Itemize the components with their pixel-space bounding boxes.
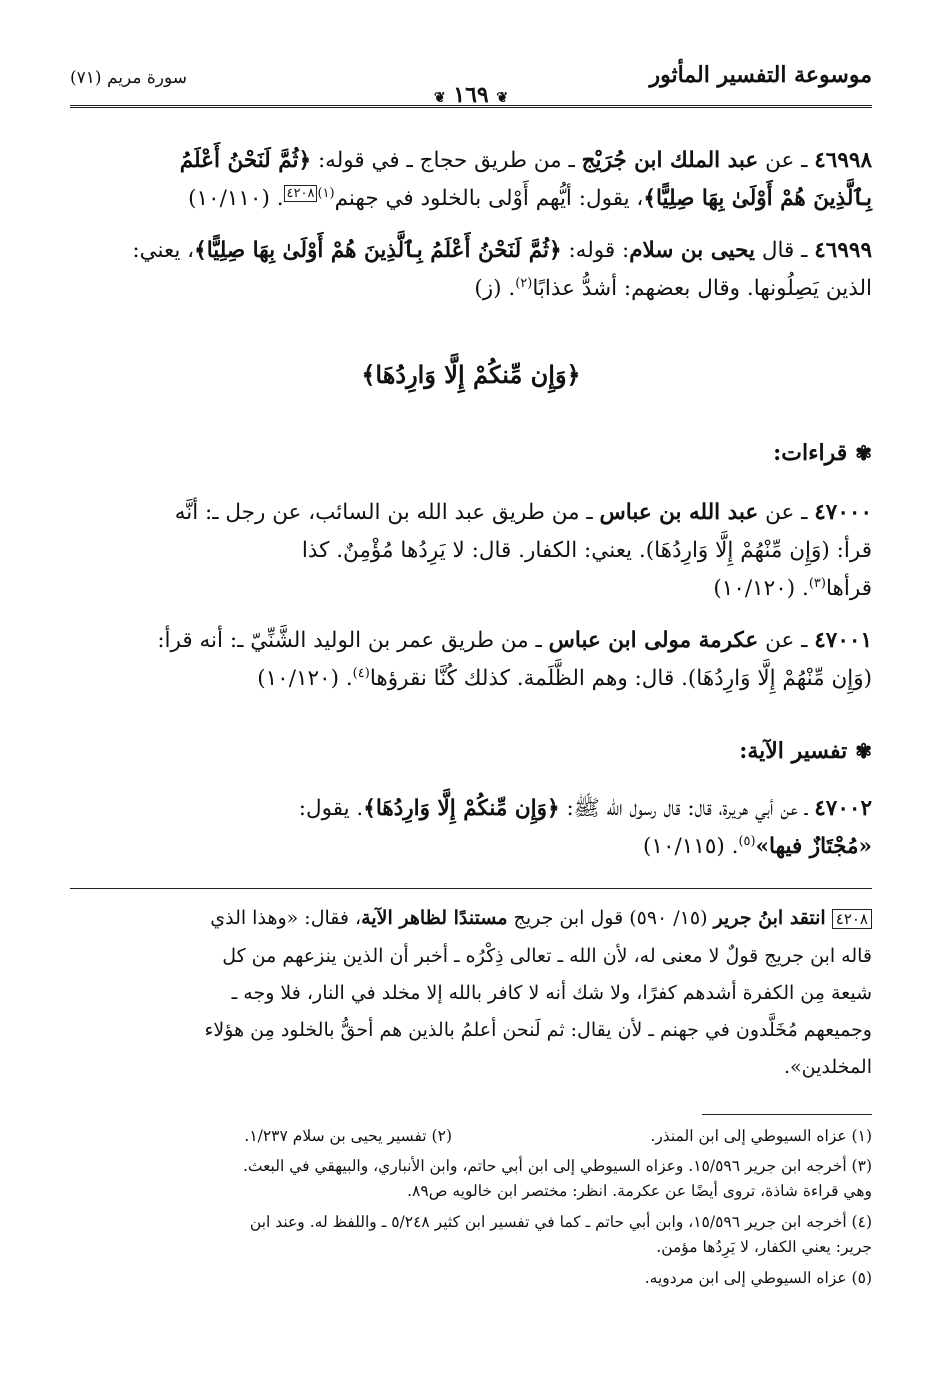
note-reference-box: ٤٢٠٨ <box>284 185 318 202</box>
narration-number: ٤٧٠٠١ <box>814 628 872 653</box>
narration-line <box>70 270 872 308</box>
note-bold-text: مستندًا لظاهر الآية <box>361 907 508 929</box>
footnote-4 <box>70 1210 872 1260</box>
narrator-name: عكرمة مولى ابن عباس <box>548 628 759 653</box>
text-run: ـ قال <box>754 238 815 263</box>
section-title: قراءات: <box>773 440 848 466</box>
footnotes <box>70 1124 872 1291</box>
narration-number: ٤٧٠٠٢ <box>814 796 872 821</box>
text-run: ، يقول: أيُّهم أَوْلى بالخلود في جهنم <box>334 186 644 211</box>
text-run: (وَإِن مِّنْهُمْ إِلَّا وَارِدُهَا). قال: وهم الظَّلَمة. كذلك كُنَّا نقرؤها <box>369 666 872 691</box>
narration-line <box>70 660 872 698</box>
narrator-name: عبد الله بن عباس <box>599 500 759 525</box>
footnote-3 <box>70 1154 872 1204</box>
footnote-marker: (١) <box>317 185 335 201</box>
note-line: قاله ابن جريج قولٌ لا معنى له، لأن الله ـ تعالى ذِكْرُه ـ أخبر أن الذين ينزعهم من كل <box>222 945 872 967</box>
narration-line <box>70 570 872 608</box>
ayah-heading: ﴿وَإِن مِّنكُمْ إِلَّا وَارِدُهَا﴾ <box>361 360 581 389</box>
footnote-separator <box>702 1114 872 1115</box>
footnote-marker: (٢) <box>515 275 533 291</box>
note-line: شيعة مِن الكفرة أشدهم كفرًا، ولا شك أنه لا كافر بالله إلا مخلد في النار، فلا وجه ـ <box>231 982 872 1004</box>
quran-quote: ﴿ثُمَّ لَنَحْنُ أَعْلَمُ بِٱلَّذِينَ هُمْ أَوْلَىٰ بِهَا صِلِيًّا﴾ <box>194 238 562 263</box>
note-number-box: ٤٢٠٨ <box>832 909 872 929</box>
footnote-line: جرير: يعني الكفار، لا يَرِدُها مؤمن. <box>656 1238 872 1256</box>
text-run: ـ عن <box>758 628 815 653</box>
text-run: الذين يَصِلُونها. وقال بعضهم: أشدُّ عذابًا <box>532 276 872 301</box>
series-title: موسوعة التفسير المأثور <box>649 62 872 88</box>
footnote-row <box>70 1124 872 1154</box>
text-run: قرأها <box>825 576 872 601</box>
narration-line <box>70 622 872 660</box>
section-heading-tafsir <box>739 738 872 764</box>
text-run: ـ عن <box>758 500 815 525</box>
text-run: ـ عن <box>758 148 815 173</box>
narration-line <box>70 232 872 270</box>
surah-title: سورة مريم (٧١) <box>70 68 188 88</box>
note-line: وجميعهم مُخَلَّدون في جهنم ـ لأن يقال: ثم لَنحن أعلمُ بالذين هم أحقُّ بالخلود مِن هؤلاء <box>204 1019 872 1041</box>
narration-line <box>70 790 872 828</box>
source-reference: . (ز) <box>474 276 516 301</box>
text-run: ، يعني: <box>132 238 195 263</box>
footnote-line: وهي قراءة شاذة، تروى أيضًا عن عكرمة. انظر: مختصر ابن خالويه ص٨٩. <box>407 1182 872 1200</box>
section-heading-qiraat <box>773 440 872 466</box>
footnote-5: (٥) عزاه السيوطي إلى ابن مردويه. <box>644 1269 872 1287</box>
footnote-1: (١) عزاه السيوطي إلى ابن المنذر. <box>650 1127 872 1145</box>
narration-47002 <box>70 790 872 866</box>
note-line: المخلدين». <box>784 1056 872 1078</box>
footnote-marker: (٥) <box>738 833 756 849</box>
text-run: ـ من طريق عبد الله بن السائب، عن رجل ـ: أنَّه <box>174 500 600 525</box>
text-run: : قوله: <box>561 238 630 263</box>
text-run: . يقول: <box>298 796 364 821</box>
editorial-note <box>70 900 872 1086</box>
narration-line <box>70 180 872 218</box>
note-bold-text: انتقد ابنُ جرير <box>713 907 826 929</box>
hadith-quote: «مُجْتَازٌ فيها» <box>755 834 872 859</box>
narration-number: ٤٦٩٩٩ <box>814 238 872 263</box>
text-run: ، فقال: «وهذا الذي <box>210 907 362 929</box>
narration-47001 <box>70 622 872 698</box>
narration-line <box>70 494 872 532</box>
narration-number: ٤٧٠٠٠ <box>814 500 872 525</box>
narrator-name: عبد الملك ابن جُرَيْج <box>581 148 759 173</box>
ornament-icon: ❦ <box>433 90 446 106</box>
note-line <box>70 900 872 938</box>
footnote-marker: (٣) <box>808 575 826 591</box>
narration-line <box>70 828 872 866</box>
footnote-2: (٢) تفسير يحيى بن سلام ١/٢٣٧. <box>244 1127 452 1145</box>
source-reference: . (١٠/١١٥) <box>643 834 739 859</box>
text-run: ـ من طريق عمر بن الوليد الشَّنِّيّ ـ: أنه قرأ: <box>157 628 549 653</box>
narration-46998 <box>70 142 872 218</box>
flower-ornament-icon: ✾ <box>855 441 872 465</box>
text-run: ـ عن أبي هريرة، قال: قال رسول الله ﷺ: <box>559 796 815 821</box>
footnote-line: (٣) أخرجه ابن جرير ١٥/٥٩٦. وعزاه السيوطي إلى ابن أبي حاتم، وابن الأنباري، والبيهقي في البعث. <box>242 1157 872 1175</box>
source-reference: . (١٠/١٢٠) <box>257 666 353 691</box>
header-rule <box>70 105 872 108</box>
footnote-line: (٤) أخرجه ابن جرير ١٥/٥٩٦، وابن أبي حاتم ـ كما في تفسير ابن كثير ٥/٢٤٨ ـ واللفظ له. وعند ابن <box>249 1213 872 1231</box>
section-title: تفسير الآية: <box>739 738 848 764</box>
page-header <box>70 60 872 108</box>
footnote-marker: (٤) <box>352 665 370 681</box>
ornament-icon: ❦ <box>496 90 509 106</box>
page-number: ١٦٩ <box>453 82 489 108</box>
narration-line: قرأ: (وَإِن مِّنْهُمْ إِلَّا وَارِدُهَا). يعني: الكفار. قال: لا يَرِدُها مُؤْمِنٌ. كذا <box>301 538 872 563</box>
narration-47000 <box>70 494 872 608</box>
quran-quote: بِٱلَّذِينَ هُمْ أَوْلَىٰ بِهَا صِلِيًّا﴾ <box>643 186 872 211</box>
narrator-name: يحيى بن سلام <box>629 238 755 263</box>
note-separator <box>70 888 872 889</box>
source-reference: . (١٠/١١٠) <box>188 186 284 211</box>
text-run: (١٥/ ٥٩٠) قول ابن جريج <box>507 907 714 929</box>
narration-line <box>70 142 872 180</box>
source-reference: . (١٠/١٢٠) <box>713 576 809 601</box>
flower-ornament-icon: ✾ <box>855 739 872 763</box>
narration-46999 <box>70 232 872 308</box>
text-run: ـ من طريق حجاج ـ في قوله: <box>311 148 582 173</box>
narration-number: ٤٦٩٩٨ <box>814 148 872 173</box>
quran-quote: ﴿ثُمَّ لَنَحْنُ أَعْلَمُ <box>179 148 312 173</box>
quran-quote: ﴿وَإِن مِّنكُمْ إِلَّا وَارِدُهَا﴾ <box>363 796 560 821</box>
